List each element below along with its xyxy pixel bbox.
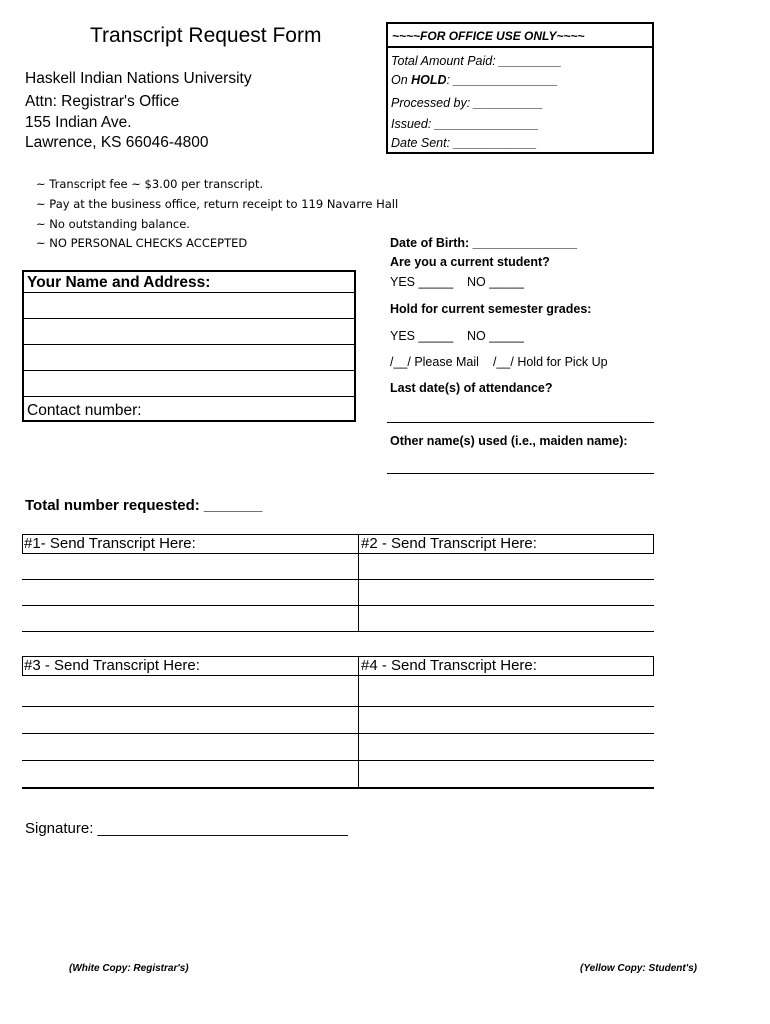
address-line[interactable] xyxy=(22,787,654,789)
column-divider xyxy=(358,534,359,632)
current-student-no[interactable]: NO _____ xyxy=(467,275,524,289)
name-address-line-3[interactable] xyxy=(24,370,354,371)
send-transcript-3-label: #3 - Send Transcript Here: xyxy=(24,657,200,674)
hold-grades-no[interactable]: NO _____ xyxy=(467,329,524,343)
name-address-heading: Your Name and Address: xyxy=(27,274,211,291)
current-student-question: Are you a current student? xyxy=(390,255,550,269)
last-attendance-line[interactable] xyxy=(387,422,654,423)
hold-for-pickup-option[interactable]: /__/ Hold for Pick Up xyxy=(493,355,608,369)
total-requested-field[interactable]: Total number requested: _______ xyxy=(25,497,263,514)
office-use-box xyxy=(386,22,654,154)
on-hold-bold: HOLD xyxy=(411,73,447,87)
name-address-box xyxy=(22,270,356,422)
current-student-yes[interactable]: YES _____ xyxy=(390,275,454,289)
page-title: Transcript Request Form xyxy=(90,24,322,47)
send-transcript-4-label: #4 - Send Transcript Here: xyxy=(361,657,537,674)
send-transcript-1-label: #1- Send Transcript Here: xyxy=(24,535,196,552)
on-hold-field[interactable] xyxy=(391,73,558,87)
office-use-heading: ~~~~FOR OFFICE USE ONLY~~~~ xyxy=(388,24,652,48)
send-transcript-2-label: #2 - Send Transcript Here: xyxy=(361,535,537,552)
date-of-birth-field[interactable]: Date of Birth: _______________ xyxy=(390,236,577,250)
name-line-divider xyxy=(24,292,354,293)
address-line[interactable] xyxy=(22,631,654,632)
hold-grades-question: Hold for current semester grades: xyxy=(390,302,592,316)
name-address-line-2[interactable] xyxy=(24,344,354,345)
total-amount-paid-field[interactable]: Total Amount Paid: _________ xyxy=(391,54,562,68)
issued-field[interactable]: Issued: _______________ xyxy=(391,117,540,131)
contact-number-field[interactable]: Contact number: xyxy=(27,402,142,419)
date-sent-field[interactable]: Date Sent: ____________ xyxy=(391,136,537,150)
city-state-zip: Lawrence, KS 66046-4800 xyxy=(25,134,209,151)
other-names-line[interactable] xyxy=(387,473,654,474)
street-address: 155 Indian Ave. xyxy=(25,114,132,131)
processed-by-field[interactable]: Processed by: __________ xyxy=(391,96,544,110)
address-line[interactable] xyxy=(22,733,654,734)
name-address-line-1[interactable] xyxy=(24,318,354,319)
please-mail-option[interactable]: /__/ Please Mail xyxy=(390,355,479,369)
note-fee: ~ Transcript fee ~ $3.00 per transcript. xyxy=(36,177,264,191)
address-line[interactable] xyxy=(22,605,654,606)
address-line[interactable] xyxy=(22,579,654,580)
yellow-copy-note: (Yellow Copy: Student's) xyxy=(580,963,698,974)
on-hold-suffix: : _______________ xyxy=(446,73,558,87)
university-name: Haskell Indian Nations University xyxy=(25,70,252,87)
send-grid-3-4 xyxy=(22,656,654,790)
hold-grades-yes[interactable]: YES _____ xyxy=(390,329,454,343)
note-balance: ~ No outstanding balance. xyxy=(36,217,190,231)
last-attendance-question: Last date(s) of attendance? xyxy=(390,381,553,395)
send-grid-1-2 xyxy=(22,534,654,634)
on-hold-prefix: On xyxy=(391,73,412,87)
attention-line: Attn: Registrar's Office xyxy=(25,93,180,110)
address-line[interactable] xyxy=(22,706,654,707)
name-address-line-4[interactable] xyxy=(24,396,354,397)
column-divider xyxy=(358,656,359,787)
other-names-question: Other name(s) used (i.e., maiden name): xyxy=(390,434,628,448)
note-payment: ~ Pay at the business office, return receipt to 119 Navarre Hall xyxy=(36,197,399,211)
white-copy-note: (White Copy: Registrar's) xyxy=(69,963,189,974)
note-no-checks: ~ NO PERSONAL CHECKS ACCEPTED xyxy=(36,236,248,250)
address-line[interactable] xyxy=(22,760,654,761)
signature-field[interactable]: Signature: ______________________________ xyxy=(25,820,348,837)
